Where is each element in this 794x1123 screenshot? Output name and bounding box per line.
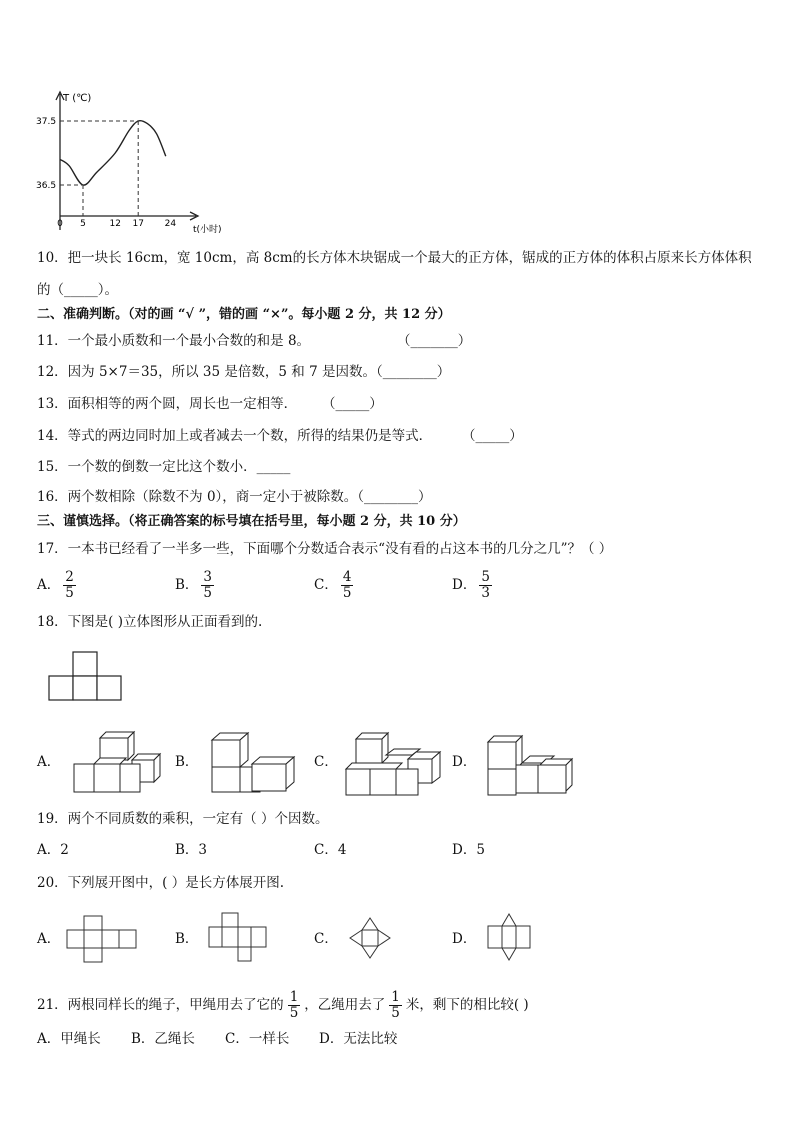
q20-option-a: A． (37, 931, 61, 947)
q18-option-d: D． (452, 754, 477, 770)
q19-option-d: D．5 (452, 842, 485, 858)
question-13-blank: （_____） (322, 396, 383, 412)
q17-option-b-fraction: $\frac{3}{5}$ (203, 569, 213, 601)
y-tick-label: 36.5 (36, 181, 57, 191)
q21-option-c: C．一样长 (225, 1031, 290, 1047)
x-tick-label: 12 (109, 219, 121, 229)
q18-option-a-figure (72, 732, 162, 796)
question-11: 11．一个最小质数和一个最小合数的和是 8。 (37, 333, 311, 349)
q18-option-a: A． (37, 754, 61, 770)
question-11-blank: （_______） (397, 333, 472, 349)
q18-option-c-figure (342, 733, 444, 799)
q18-option-b: B． (175, 754, 199, 770)
section-2-heading: 二、准确判断。（对的画 “√ ”，错的画 “×”。每小题 2 分，共 12 分） (37, 307, 451, 322)
q17-option-d: D． $\frac{5}{3}$ (452, 569, 490, 601)
q19-option-a: A．2 (37, 842, 69, 858)
q17-option-c: C． $\frac{4}{5}$ (314, 569, 352, 601)
q21-option-d: D．无法比较 (319, 1031, 398, 1047)
temperature-chart (0, 0, 794, 240)
q20-option-c-net (348, 916, 394, 962)
q21-option-a: A．甲绳长 (37, 1031, 101, 1047)
question-12: 12．因为 5×7＝35，所以 35 是倍数，5 和 7 是因数。（________） (37, 364, 451, 380)
question-10-line1: 10．把一块长 16cm，宽 10cm，高 8cm的长方体木块锯成一个最大的正方体，锯成的正方体的体积占原来长方体体积 (37, 250, 752, 266)
q17-option-a: A． $\frac{2}{5}$ (37, 569, 74, 601)
q21-fraction-1: $\frac{1}{5}$ (289, 989, 299, 1021)
section-3-heading: 三、谨慎选择。（将正确答案的标号填在括号里，每小题 2 分，共 10 分） (37, 514, 466, 529)
q21-option-b: B．乙绳长 (131, 1031, 195, 1047)
question-10-line2: 的（_____）。 (37, 282, 118, 298)
q20-option-a-net (66, 914, 138, 964)
y-tick-label: 37.5 (36, 117, 57, 127)
q20-option-d: D． (452, 931, 477, 947)
x-tick-label: 0 (57, 219, 63, 229)
q19-option-b: B．3 (175, 842, 208, 858)
q17-option-b: B． $\frac{3}{5}$ (175, 569, 213, 601)
q21-fraction-2: $\frac{1}{5}$ (391, 989, 400, 1021)
q19-option-c: C．4 (314, 842, 347, 858)
front-view-figure (48, 652, 122, 702)
question-13: 13．面积相等的两个圆，周长也一定相等． (37, 396, 298, 412)
q20-option-c: C． (314, 931, 338, 947)
question-14: 14．等式的两边同时加上或者减去一个数，所得的结果仍是等式． (37, 428, 433, 444)
q17-option-c-fraction: $\frac{4}{5}$ (342, 569, 352, 601)
q18-option-c: C． (314, 754, 338, 770)
question-16: 16．两个数相除（除数不为 0），商一定小于被除数。（________） (37, 489, 432, 505)
q17-option-d-fraction: $\frac{5}{3}$ (481, 569, 490, 601)
question-17: 17．一本书已经看了一半多一些，下面哪个分数适合表示“没有看的占这本书的几分之几”？（ ） (37, 541, 613, 557)
question-19: 19．两个不同质数的乘积，一定有（ ）个因数。 (37, 811, 329, 827)
question-20: 20．下列展开图中，( ）是长方体展开图. (37, 875, 285, 891)
q18-option-d-figure (486, 735, 576, 797)
q20-option-d-net (486, 912, 534, 964)
q17-option-a-fraction: $\frac{2}{5}$ (65, 569, 74, 601)
question-14-blank: （_____） (462, 428, 523, 444)
q18-option-b-figure (208, 732, 298, 796)
x-tick-label: 24 (164, 219, 177, 229)
x-tick-label: 17 (132, 219, 144, 229)
q20-option-b-net (208, 912, 268, 964)
y-axis-label: T (℃) (63, 93, 92, 104)
temperature-line (60, 121, 166, 185)
question-21: 21．两根同样长的绳子，甲绳用去了它的 $\frac{1}{5}$ ，乙绳用去了 $\frac{1}{5}$ 米，剩下的相比较( ) (37, 989, 529, 1021)
question-15: 15．一个数的倒数一定比这个数小．_____ (37, 459, 291, 475)
x-tick-label: 5 (80, 219, 86, 229)
q20-option-b: B． (175, 931, 199, 947)
x-axis-label: t(小时) (193, 225, 222, 235)
question-18: 18．下图是( )立体图形从正面看到的. (37, 614, 263, 630)
